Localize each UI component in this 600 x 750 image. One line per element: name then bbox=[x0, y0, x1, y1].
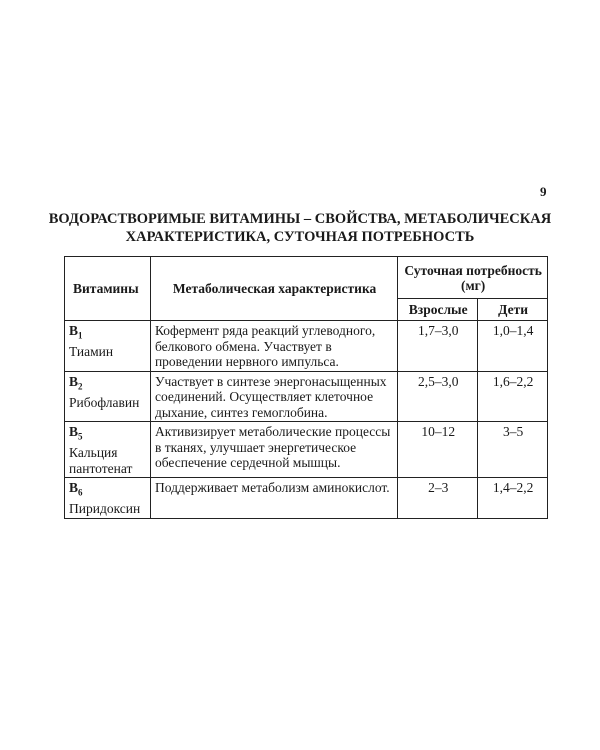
vitamin-code: $B_6$ bbox=[69, 480, 83, 498]
title-line-1: ВОДОРАСТВОРИМЫЕ ВИТАМИНЫ – СВОЙСТВА, МЕТАБОЛИЧЕСКАЯ bbox=[48, 211, 552, 227]
header-children: Дети bbox=[478, 299, 548, 321]
adults-value: 1,7–3,0 bbox=[398, 321, 478, 372]
vitamin-name: Пиридоксин bbox=[69, 501, 141, 517]
children-value: 3–5 bbox=[478, 422, 548, 478]
metabolic-description: Активизирует метаболические процессы в тканях, улучшает энергетическое обеспечение сердечной мышцы. bbox=[150, 422, 397, 478]
vitamin-cell bbox=[65, 371, 151, 422]
vitamin-cell bbox=[65, 478, 151, 519]
metabolic-description: Поддерживает метаболизм аминокислот. bbox=[150, 478, 397, 519]
children-value: 1,4–2,2 bbox=[478, 478, 548, 519]
children-value: 1,0–1,4 bbox=[478, 321, 548, 372]
header-vitamins: Витамины bbox=[65, 257, 151, 321]
page-title bbox=[40, 210, 560, 246]
table-row bbox=[65, 371, 548, 422]
metabolic-description: Участвует в синтезе энергонасыщенных соединений. Осуществляет клеточное дыхание, синтез гемоглобина. bbox=[150, 371, 397, 422]
vitamin-cell bbox=[65, 321, 151, 372]
header-metabolic: Метаболическая характеристика bbox=[150, 257, 397, 321]
table-row bbox=[65, 321, 548, 372]
header-daily-requirement: Суточная потребность (мг) bbox=[398, 257, 548, 299]
header-adults: Взрослые bbox=[398, 299, 478, 321]
vitamin-name: Тиамин bbox=[69, 344, 114, 360]
vitamin-code: $B_2$ bbox=[69, 373, 83, 392]
vitamins-table bbox=[64, 256, 548, 519]
page-number: 9 bbox=[540, 184, 547, 199]
vitamin-name: Рибофлавин bbox=[69, 394, 140, 410]
adults-value: 2–3 bbox=[398, 478, 478, 519]
adults-value: 10–12 bbox=[398, 422, 478, 478]
table-header-row bbox=[65, 257, 548, 299]
table-row bbox=[65, 422, 548, 478]
vitamin-cell bbox=[65, 422, 151, 478]
adults-value: 2,5–3,0 bbox=[398, 371, 478, 422]
children-value: 1,6–2,2 bbox=[478, 371, 548, 422]
title-line-2: ХАРАКТЕРИСТИКА, СУТОЧНАЯ ПОТРЕБНОСТЬ bbox=[125, 229, 475, 245]
vitamin-code: $B_1$ bbox=[69, 323, 83, 341]
metabolic-description: Кофермент ряда реакций углеводного, белкового обмена. Участвует в проведении нервного импульса. bbox=[150, 321, 397, 372]
table-row bbox=[65, 478, 548, 519]
vitamin-name: Кальция пантотенат bbox=[69, 445, 133, 476]
vitamin-code: $B_5$ bbox=[69, 424, 83, 442]
